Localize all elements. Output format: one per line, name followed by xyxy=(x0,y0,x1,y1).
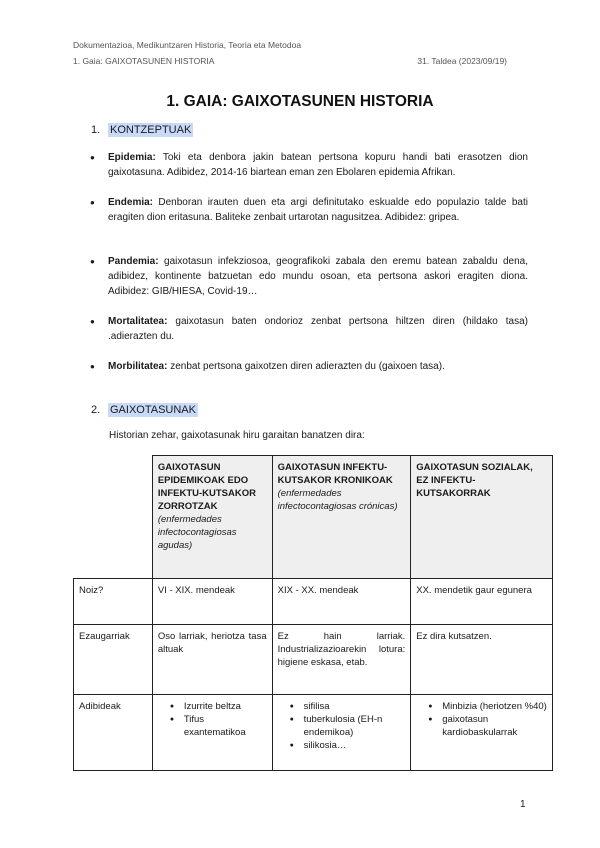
list-item xyxy=(90,359,528,374)
header-line xyxy=(73,56,507,66)
table-cell: Ez hain larriak. Industrializazioarekin lotura: higiene eskasa, etab. xyxy=(272,625,411,695)
definition: gaixotasun infekziosoa, geografikoki zabala den eremu batean zabaldu dena, adibidez, kontinente batzuetan edo mundu osoan, eta pertsona askori eragiten diona. Adibidez: GIB/HIESA, Covid-19… xyxy=(108,256,528,297)
header-title: GAIXOTASUN EPIDEMIKOAK EDO INFEKTU-KUTSAKOR ZORROTZAK xyxy=(157,462,256,512)
table-header-row xyxy=(74,456,553,579)
examples-list xyxy=(158,700,267,739)
list-item: ● silikosia… xyxy=(304,739,406,752)
section-number: 1. xyxy=(91,124,101,136)
definition: Denboran irauten duen eta argi definitutako eskualde edo populazio talde bati eragiten dion eritasuna. Baliteke zenbait urtarotan nagusitzea. Adibidez: gripea. xyxy=(108,197,528,223)
list-item: ● sifilisa xyxy=(304,700,406,713)
examples-list xyxy=(278,700,406,752)
term: Pandemia: xyxy=(108,256,159,267)
section-intro: Historian zehar, gaixotasunak hiru garaitan banatzen dira: xyxy=(109,430,365,441)
list-item: ● Minbizia (heriotzen %40) xyxy=(442,700,547,713)
table-cell: Ez dira kutsatzen. xyxy=(411,625,553,695)
page-title: 1. GAIA: GAIXOTASUNEN HISTORIA xyxy=(166,93,434,110)
header-topic: 1. Gaia: GAIXOTASUNEN HISTORIA xyxy=(73,56,215,66)
examples-list xyxy=(416,700,547,739)
table-row xyxy=(74,625,553,695)
header-title: GAIXOTASUN SOZIALAK, EZ INFEKTU-KUTSAKORRAK xyxy=(416,462,533,499)
empty-corner xyxy=(74,456,153,579)
header-course: Dokumentazioa, Medikuntzaren Historia, Teoria eta Metodoa xyxy=(73,40,302,50)
section-number: 2. xyxy=(91,404,101,416)
list-item xyxy=(90,314,528,344)
header-social xyxy=(411,456,553,579)
diseases-table xyxy=(73,455,553,771)
row-label: Ezaugarriak xyxy=(74,625,153,695)
list-item xyxy=(90,195,528,225)
header-subtitle: (enfermedades infectocontagiosas agudas) xyxy=(157,514,237,551)
header-subtitle: (enfermedades infectocontagiosas crónicas) xyxy=(277,488,398,512)
list-item: ● Tifus exantematikoa xyxy=(184,713,267,739)
section-heading-diseases xyxy=(91,404,198,416)
header-chronic xyxy=(272,456,411,579)
definition: gaixotasun baten ondorioz zenbat pertsona hiltzen diren (hildako tasa) .adierazten du. xyxy=(108,316,528,342)
list-item xyxy=(90,150,528,180)
table-cell: VI - XIX. mendeak xyxy=(152,579,272,625)
table-cell: XX. mendetik gaur egunera xyxy=(411,579,553,625)
term: Mortalitatea: xyxy=(108,316,168,327)
table-cell xyxy=(152,695,272,771)
table-cell xyxy=(272,695,411,771)
table-cell: XIX - XX. mendeak xyxy=(272,579,411,625)
term: Endemia: xyxy=(108,197,154,208)
term: Epidemia: xyxy=(108,152,156,163)
section-label: KONTZEPTUAK xyxy=(110,124,192,136)
row-label: Noiz? xyxy=(74,579,153,625)
list-item: ● tuberkulosia (EH-n endemikoa) xyxy=(304,713,406,739)
list-item: ● gaixotasun kardiobaskularrak xyxy=(442,713,547,739)
definition: Toki eta denbora jakin batean pertsona kopuru handi bati erasotzen dion gaixotasuna. Adibidez, 2014-16 biartean eman zen Ebolaren epidemia Afrikan. xyxy=(108,152,528,178)
row-label: Adibideak xyxy=(74,695,153,771)
section-heading-concepts xyxy=(91,124,193,136)
term: Morbilitatea: xyxy=(108,361,168,372)
section-label: GAIXOTASUNAK xyxy=(110,404,196,416)
header-epidemic xyxy=(152,456,272,579)
header-title: GAIXOTASUN INFEKTU-KUTSAKOR KRONIKOAK xyxy=(277,462,393,486)
table-cell: Oso larriak, heriotza tasa altuak xyxy=(152,625,272,695)
list-item: ● Izurrite beltza xyxy=(184,700,267,713)
definition: zenbat pertsona gaixotzen diren adierazten du (gaixoen tasa). xyxy=(167,361,445,372)
header-group: 31. Taldea (2023/09/19) xyxy=(417,56,507,66)
table-cell xyxy=(411,695,553,771)
table-row xyxy=(74,695,553,771)
list-item xyxy=(90,254,528,299)
page-number: 1 xyxy=(520,799,526,810)
table-row xyxy=(74,579,553,625)
